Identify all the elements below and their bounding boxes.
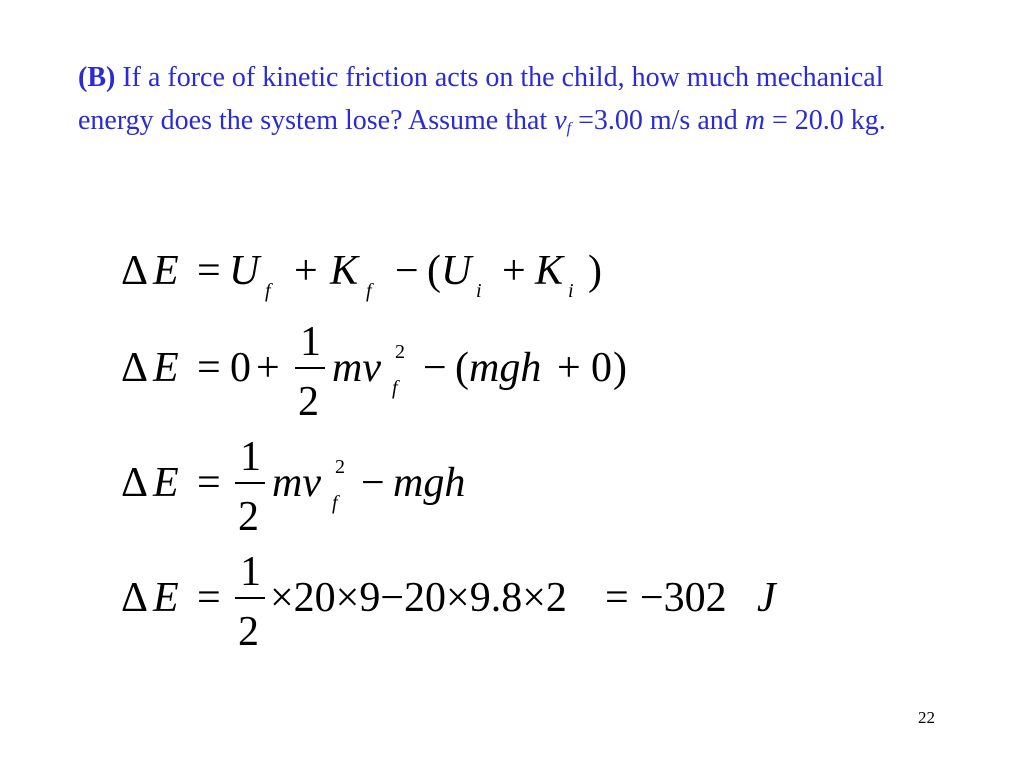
mass-velocity: mv <box>272 460 321 506</box>
energy-symbol: E <box>153 345 179 391</box>
delta-symbol: Δ <box>121 248 149 294</box>
plus-sign: + <box>256 345 280 391</box>
subscript-f: f <box>265 280 271 302</box>
mgh: mgh <box>469 345 542 391</box>
minus-sign: − <box>361 460 385 506</box>
zero: 0 <box>230 345 251 391</box>
superscript-2: 2 <box>395 341 405 363</box>
plus-sign: + <box>294 248 318 294</box>
close-paren: ) <box>613 345 627 391</box>
equation-4 <box>121 549 778 655</box>
energy-symbol: E <box>153 460 179 506</box>
part-label: (B) <box>78 62 116 93</box>
subscript-f: f <box>392 377 398 399</box>
velocity-subscript: f <box>566 120 572 137</box>
equation-1 <box>121 248 602 302</box>
mass-velocity: mv <box>332 345 381 391</box>
equals-sign: = <box>197 460 221 506</box>
fraction-numerator: 1 <box>240 434 261 480</box>
subscript-i: i <box>568 280 574 302</box>
fraction-denominator: 2 <box>298 379 319 425</box>
equals-sign: = <box>605 575 629 621</box>
energy-symbol: E <box>153 248 179 294</box>
delta-symbol: Δ <box>121 345 149 391</box>
plus-sign: + <box>557 345 581 391</box>
mgh: mgh <box>393 460 466 506</box>
subscript-f: f <box>332 492 338 514</box>
close-paren: ) <box>588 248 602 294</box>
fraction-numerator: 1 <box>300 319 321 365</box>
delta-symbol: Δ <box>121 460 149 506</box>
delta-symbol: Δ <box>121 575 149 621</box>
equals-sign: = <box>197 575 221 621</box>
result-value: −302 <box>640 575 727 621</box>
subscript-i: i <box>476 280 482 302</box>
fraction-numerator: 1 <box>240 549 261 595</box>
zero: 0 <box>591 345 612 391</box>
equals-sign: = <box>197 345 221 391</box>
minus-sign: − <box>395 248 419 294</box>
open-paren: ( <box>427 248 441 294</box>
kinetic-initial: K <box>535 248 564 294</box>
kinetic-final: K <box>330 248 359 294</box>
potential-initial: U <box>441 248 472 294</box>
page-number: 22 <box>918 708 935 727</box>
subscript-f: f <box>366 280 372 302</box>
question-text-part-3: = 20.0 kg. <box>765 105 886 136</box>
question-text-part-1: If a force of kinetic friction acts on the child, how much mechanical energy does the system lose? Assume that <box>78 62 884 136</box>
energy-symbol: E <box>153 575 179 621</box>
equals-sign: = <box>197 248 221 294</box>
arithmetic-expression: ×20×9−20×9.8×2 <box>270 575 567 621</box>
mass-symbol: m <box>744 105 765 136</box>
velocity-symbol: v <box>554 105 567 136</box>
potential-final: U <box>229 248 260 294</box>
fraction-denominator: 2 <box>238 494 259 540</box>
joule-unit: J <box>757 575 776 621</box>
plus-sign: + <box>502 248 526 294</box>
fraction-denominator: 2 <box>238 609 259 655</box>
equation-2 <box>121 319 627 425</box>
minus-sign: − <box>423 345 447 391</box>
question-text-part-2: =3.00 m/s and <box>571 105 745 136</box>
superscript-2: 2 <box>335 456 345 478</box>
open-paren: ( <box>455 345 469 391</box>
equation-3 <box>121 434 465 540</box>
